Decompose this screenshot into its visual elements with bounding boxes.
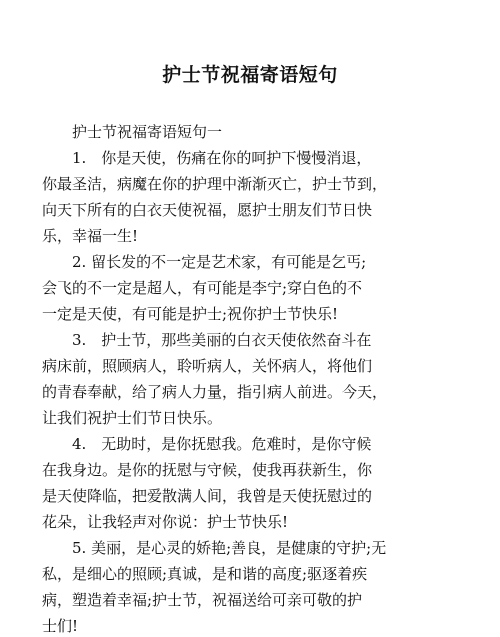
paragraph-2-line-3: 一定是天使，有可能是护士;祝你护士节快乐! <box>42 305 339 323</box>
section-heading: 护士节祝福寄语短句一 <box>42 123 223 141</box>
paragraph-1-line-1: 1. 你是天使，伤痛在你的呵护下慢慢消退， <box>42 149 372 167</box>
paragraph-5-line-4: 士们! <box>42 617 79 635</box>
paragraph-2-line-1: 2. 留长发的不一定是艺术家，有可能是乞丐; <box>42 253 367 271</box>
paragraph-1-line-4: 乐，幸福一生! <box>42 227 139 245</box>
paragraph-4-line-4: 花朵，让我轻声对你说：护士节快乐! <box>42 513 289 531</box>
paragraph-3-line-4: 让我们祝护士们节日快乐。 <box>42 409 223 427</box>
document-body <box>42 119 462 637</box>
paragraph-4-line-1: 4. 无助时，是你抚慰我。危难时，是你守候 <box>42 435 372 453</box>
paragraph-2-line-2: 会飞的不一定是超人，有可能是李宁;穿白色的不 <box>42 279 363 297</box>
paragraph-4-line-2: 在我身边。是你的抚慰与守候，使我再获新生，你 <box>42 461 373 479</box>
paragraph-4-line-3: 是天使降临，把爱散满人间，我曾是天使抚慰过的 <box>42 487 373 505</box>
paragraph-5-line-2: 私，是细心的照顾;真诚，是和谐的高度;驱逐着疾 <box>42 565 368 583</box>
paragraph-3-line-1: 3. 护士节，那些美丽的白衣天使依然奋斗在 <box>42 331 372 349</box>
paragraph-3-line-3: 的青春奉献，给了病人力量，指引病人前进。今天， <box>42 383 388 401</box>
paragraph-5-line-1: 5. 美丽，是心灵的娇艳;善良，是健康的守护;无 <box>42 539 387 557</box>
paragraph-5-line-3: 病，塑造着幸福;护士节，祝福送给可亲可敬的护 <box>42 591 363 609</box>
paragraph-1-line-2: 你最圣洁，病魔在你的护理中渐渐灭亡，护士节到， <box>42 175 388 193</box>
paragraph-3-line-2: 病床前，照顾病人，聆听病人，关怀病人，将他们 <box>42 357 373 375</box>
document-title: 护士节祝福寄语短句 <box>162 64 338 86</box>
paragraph-1-line-3: 向天下所有的白衣天使祝福，愿护士朋友们节日快 <box>42 201 373 219</box>
